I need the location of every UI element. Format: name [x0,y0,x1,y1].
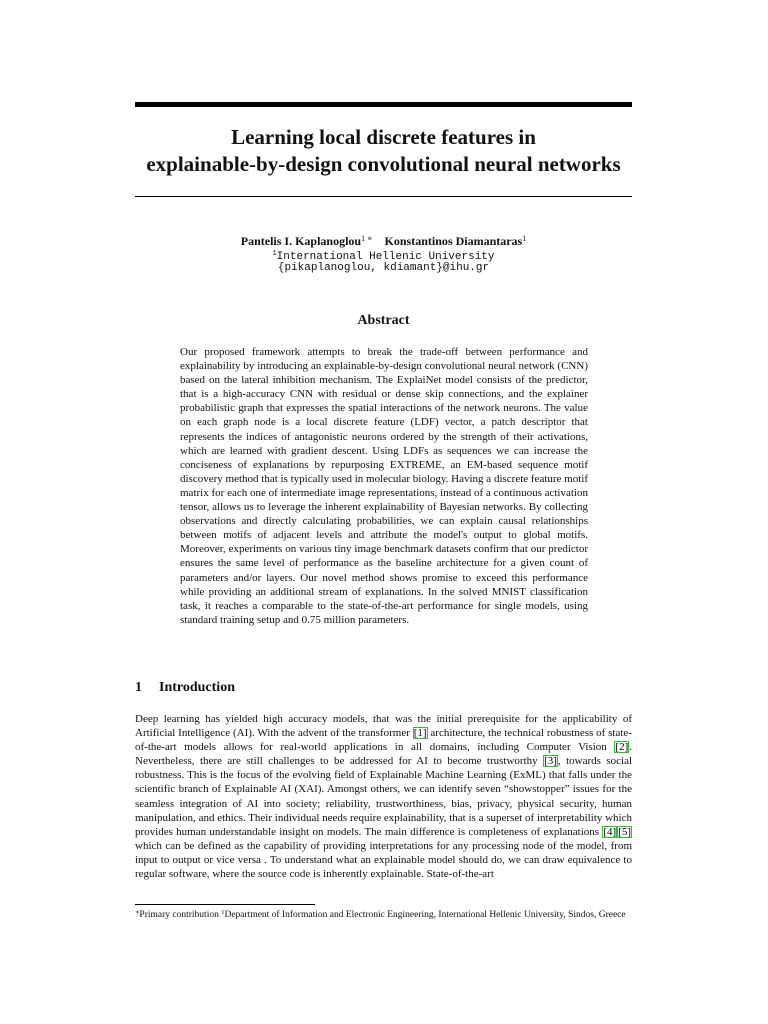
author-mark: 1 ∗ [361,234,373,243]
author-mark: 1 [522,234,527,243]
intro-text: , towards social robustness. This is the focus of the evolving field of Explainable Machine Learning (ExML) that falls under the scientific branch of Explainable AI (XAI). Amongst others, we can identify seven “showstopper” issues for the seamless integration of AI into society; reliability, trustworthiness, bias, privacy, physical security, human manipulation, and ethics. Their individual needs require explainability, that is a superset of interpretability which provides human understandable insight on models. The main difference is completeness of explanations [135,755,633,838]
intro-text: Deep learning has yielded high accuracy models, that was the initial prerequisite for the applicability of Artificial Intelligence (AI). With the advent of the transformer [135,713,632,740]
intro-text: which can be defined as the capability of providing interpretations for any processing node of the model, from input to output or vice versa . To understand what an explainable model should do, we can draw equivalence to regular software, where the source code is inherently explainable. State-of-the-art [135,839,632,881]
affiliation-mark: 1 [272,250,277,258]
citation-link[interactable]: [5] [618,825,631,838]
title-line-1: Learning local discrete features in [231,125,536,149]
affiliation-text: International Hellenic University [276,251,495,263]
section-title: Introduction [159,680,235,695]
footnote-mark: 1 [221,909,225,916]
abstract-text: Our proposed framework attempts to break the trade-off between performance and explainability by introducing an explainable-by-design convolutional neural network (CNN) based on the lateral inhibition mechanism. The ExplaiNet model consists of the predictor, that is a high-accuracy CNN with residual or dense skip connections, and the explainer probabilistic graph that expresses the spatial interactions of the network neurons. The value on each graph node is a local discrete feature (LDF) vector, a patch descriptor that represents the indices of antagonistic neurons ordered by the strength of their activations, which are learned with gradient descent. Using LDFs as sequences we can increase the conciseness of explanations by repurposing EXTREME, an EM-based sequence motif discovery method that is typically used in molecular biology. Having a discrete feature motif matrix for each one of intermediate image representations, instead of a continuous activation tensor, allows us to leverage the inherent explainability of Bayesian networks. By collecting observations and directly calculating probabilities, we can explain causal relationships between motifs of adjacent levels and attribute the model's output to global motifs. Moreover, experiments on various tiny image benchmark datasets confirm that our predictor ensures the same level of performance as the baseline architecture for a given count of parameters and/or layers. Our novel method shows promise to exceed this performance while providing an additional stream of explanations. In the solved MNIST classification task, it reaches a comparable to the state-of-the-art performance for single models, using standard training setup and 0.75 million parameters. [180,346,589,626]
title-rule [135,196,632,197]
section-heading [135,680,235,696]
title-line-2: explainable-by-design convolutional neural networks [146,152,621,176]
footnote-text: Department of Information and Electronic Engineering, International Hellenic University, Sindos, Greece [224,910,626,920]
footnote [135,907,632,922]
intro-paragraph [135,712,632,881]
author-list [135,232,632,248]
footnote-mark: ∗ [135,909,140,916]
citation-link[interactable]: [2] [615,741,629,754]
paper-title [135,124,632,178]
citation-link[interactable]: [4] [603,825,617,838]
footnote-rule [135,904,315,905]
footnote-text: Primary contribution [139,910,222,920]
author-email: {pikaplanoglou, kdiamant}@ihu.gr [277,262,490,274]
abstract-heading: Abstract [357,313,410,328]
author-name: Konstantinos Diamantaras [384,234,523,248]
author-name: Pantelis I. Kaplanoglou [240,234,362,248]
top-rule [135,102,632,107]
section-number: 1 [135,680,142,695]
citation-link[interactable]: [3] [544,755,557,768]
intro-text: architecture, the technical robustness of state-of-the-art models allows for real-world applications in all domains, including Computer Vision [135,727,632,754]
intro-text: . Nevertheless, there are still challenges to be addressed for AI to become trustworthy [135,741,632,768]
citation-link[interactable]: [1] [413,727,427,740]
